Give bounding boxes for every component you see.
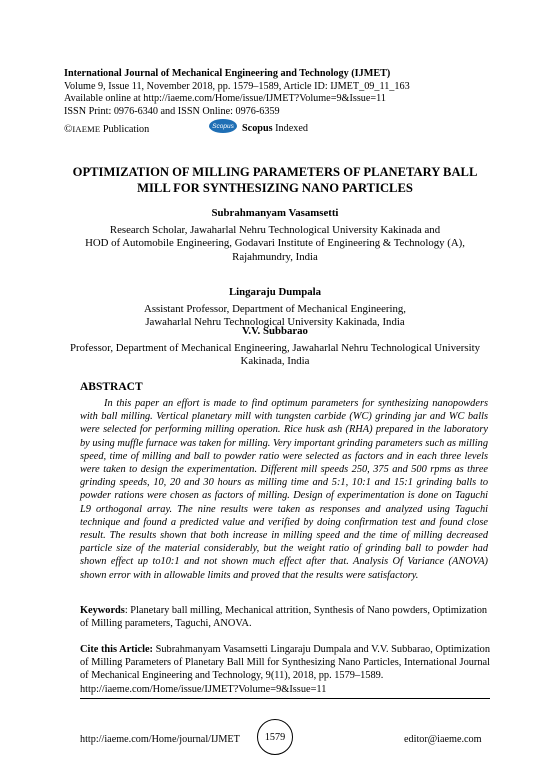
author-name: Lingaraju Dumpala xyxy=(228,286,322,298)
title-line-2: MILL FOR SYNTHESIZING NANO PARTICLES xyxy=(137,181,413,195)
abstract-heading: ABSTRACT xyxy=(80,381,143,393)
author-block-2 xyxy=(50,286,500,330)
author-block-1 xyxy=(50,207,500,264)
footer-email[interactable]: editor@iaeme.com xyxy=(404,734,482,745)
cite-text: Subrahmanyam Vasamsetti Lingaraju Dumpala and V.V. Subbarao, Optimization of Milling Parameters of Planetary Ball Mill for Synthesizing Nano Particles, International Journal of Mechanical Engineering and Technology, 9(11), 2018, pp. 1579–1589. xyxy=(80,644,490,682)
divider-rule xyxy=(80,698,490,699)
author-affiliation: Kakinada, India xyxy=(240,355,310,368)
journal-header xyxy=(64,68,494,118)
issn-line: ISSN Print: 0976-6340 and ISSN Online: 0976-6359 xyxy=(64,105,280,117)
available-online-line: Available online at http://iaeme.com/Home/issue/IJMET?Volume=9&Issue=11 xyxy=(64,93,386,105)
author-affiliation: Research Scholar, Jawaharlal Nehru Technological University Kakinada and xyxy=(109,223,441,236)
scopus-indexed-label xyxy=(242,123,308,134)
publication-word: Publication xyxy=(100,124,150,135)
publisher-label xyxy=(64,123,149,135)
keywords-label: Keywords xyxy=(80,605,125,616)
volume-line: Volume 9, Issue 11, November 2018, pp. 1579–1589, Article ID: IJMET_09_11_163 xyxy=(64,80,410,92)
keywords-text: : Planetary ball milling, Mechanical attrition, Synthesis of Nano powders, Optimization of Milling parameters, Taguchi, ANOVA. xyxy=(80,605,488,630)
author-affiliation: Professor, Department of Mechanical Engineering, Jawaharlal Nehru Technological University xyxy=(70,341,480,354)
cite-label: Cite this Article: xyxy=(80,644,154,655)
author-affiliation: HOD of Automobile Engineering, Godavari Institute of Engineering & Technology (A), xyxy=(85,237,465,250)
author-name: V.V. Subbarao xyxy=(242,325,308,337)
abstract-text: In this paper an effort is made to find optimum parameters for synthesizing nanopowders with ball milling. Vertical planetary mill with tungsten carbide (WC) grinding jar and WC balls were selected for performing milling operation. Rice husk ash (RHA) prepared in the laboratory by using muffle furnace was taken for milling. Very important grinding parameters such as milling speed, time of milling and ball to powder ratio were selected as factors and in each three levels were taken to design the experimentation. Different mill speeds 250, 375 and 500 rpms as three grinding speeds, 10, 20 and 30 hours as milling time and 5:1, 10:1 and 15:1 grinding balls to powder rations were chosen as factors of milling. Design of experimentation is done on Taguchi L9 orthogonal array. The nine results were taken as responses and analyzed using Taguchi technique and found a predicted value and verified by doing confirmation test and found close result. The results shown that both increase in milling speed and the time of milling decreased particle size of the material considerably, but the weight ratio of grinding ball to powder had shown effect up to10:1 and not shown much effect after that. Analysis Of Variance (ANOVA) shown error with in allowable limits and proved that the results were satisfactory. xyxy=(80,398,488,581)
footer-journal-url[interactable]: http://iaeme.com/Home/journal/IJMET xyxy=(80,734,240,745)
author-affiliation: Assistant Professor, Department of Mechanical Engineering, xyxy=(144,302,406,315)
page-number: 1579 xyxy=(264,731,286,743)
citation-url[interactable]: http://iaeme.com/Home/issue/IJMET?Volume=9&Issue=11 xyxy=(80,684,327,695)
author-affiliation: Jawaharlal Nehru Technological University Kakinada, India xyxy=(145,316,405,329)
journal-name: International Journal of Mechanical Engineering and Technology (IJMET) xyxy=(64,68,391,79)
author-affiliation: Rajahmundry, India xyxy=(232,250,318,263)
scopus-word: Scopus xyxy=(242,123,273,134)
keywords-paragraph xyxy=(80,604,490,630)
citation-paragraph xyxy=(80,643,490,683)
paper-title xyxy=(60,164,490,196)
publisher-badges xyxy=(64,119,494,137)
scopus-logo-icon: Scopus xyxy=(209,119,237,133)
author-block-3 xyxy=(50,325,500,369)
copyright-icon: © xyxy=(64,123,73,135)
publisher-brand: IAEME xyxy=(72,124,101,134)
indexed-word: Indexed xyxy=(272,123,308,134)
page-number-badge xyxy=(257,719,293,755)
title-line-1: OPTIMIZATION OF MILLING PARAMETERS OF PLANETARY BALL xyxy=(72,165,478,179)
author-name: Subrahmanyam Vasamsetti xyxy=(211,207,339,219)
